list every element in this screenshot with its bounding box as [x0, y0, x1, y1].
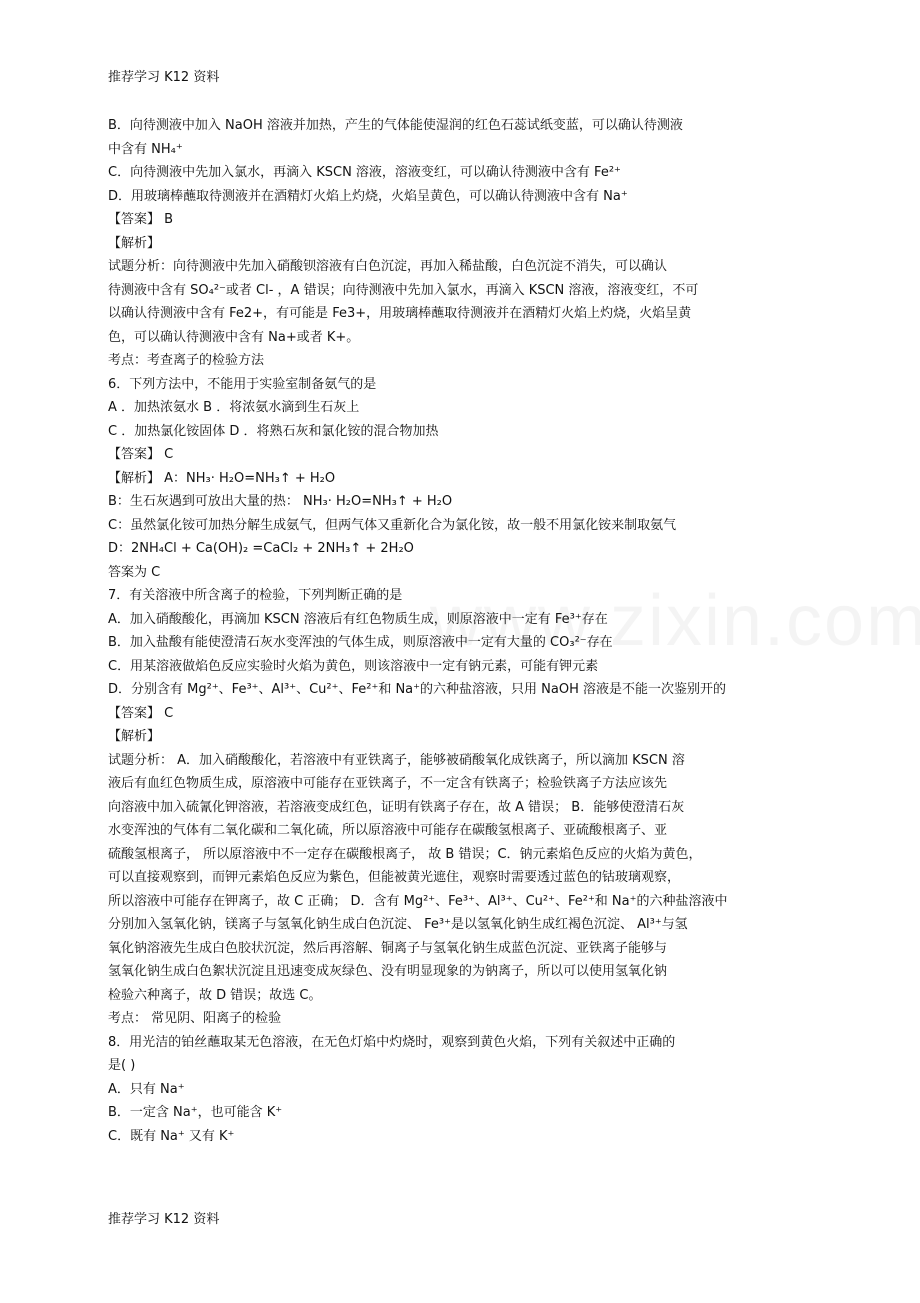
text-line: 可以直接观察到，而钾元素焰色反应为紫色，但能被黄光遮住，观察时需要透过蓝色的钴玻璃观察，: [108, 870, 681, 885]
text-line: D．分别含有 Mg²⁺、Fe³⁺、Al³⁺、Cu²⁺、Fe²⁺和 Na⁺的六种盐溶液，只用 NaOH 溶液是不能一次鉴别开的: [108, 682, 726, 697]
text-line: 试题分析：向待测液中先加入硝酸钡溶液有白色沉淀，再加入稀盐酸，白色沉淀不消失，可以确认: [108, 259, 668, 274]
text-line: B：生石灰遇到可放出大量的热： NH₃· H₂O=NH₃↑ + H₂O: [108, 494, 453, 509]
text-line: 考点： 常见阴、阳离子的检验: [108, 1011, 282, 1026]
text-line: 色，可以确认待测液中含有 Na+或者 K+。: [108, 329, 360, 345]
text-line: A．加入硝酸酸化，再滴加 KSCN 溶液后有红色物质生成，则原溶液中一定有 Fe³⁺存在: [108, 611, 608, 627]
text-line: 答案为 C: [108, 564, 161, 580]
text-line: B．向待测液中加入 NaOH 溶液并加热，产生的气体能使湿润的红色石蕊试纸变蓝，可以确认待测液: [108, 118, 683, 133]
text-line: 8．用光洁的铂丝蘸取某无色溶液，在无色灯焰中灼烧时，观察到黄色火焰，下列有关叙述中正确的: [108, 1034, 676, 1050]
page-header: 推荐学习 K12 资料: [108, 70, 220, 85]
text-line: 所以溶液中可能存在钾离子，故 C 正确； D．含有 Mg²⁺、Fe³⁺、Al³⁺、Cu²⁺、Fe²⁺和 Na⁺的六种盐溶液中: [108, 893, 728, 909]
text-line: 液后有血红色物质生成，原溶液中可能存在亚铁离子，不一定含有铁离子；检验铁离子方法应该先: [108, 776, 668, 791]
text-line: B．一定含 Na⁺，也可能含 K⁺: [108, 1105, 283, 1120]
text-line: C．既有 Na⁺ 又有 K⁺: [108, 1128, 235, 1144]
text-line: 6．下列方法中，不能用于实验室制备氨气的是: [108, 376, 377, 392]
text-line: A ．加热浓氨水 B ．将浓氨水滴到生石灰上: [108, 400, 360, 415]
text-line: 分别加入氢氧化钠，镁离子与氢氧化钠生成白色沉淀、 Fe³⁺是以氢氧化钠生成红褐色沉淀、 Al³⁺与氢: [108, 917, 688, 932]
text-line: C ．加热氯化铵固体 D ．将熟石灰和氯化铵的混合物加热: [108, 423, 439, 439]
text-line: 检验六种离子，故 D 错误；故选 C。: [108, 987, 322, 1003]
text-line: 硫酸氢根离子， 所以原溶液中不一定存在碳酸根离子， 故 B 错误；C．钠元素焰色反应的火焰为黄色，: [108, 846, 702, 862]
text-line: 待测液中含有 SO₄²⁻或者 Cl- ，A 错误；向待测液中先加入氯水，再滴入 KSCN 溶液，溶液变红，不可: [108, 282, 699, 298]
text-line: 氧化钠溶液先生成白色胶状沉淀，然后再溶解、铜离子与氢氧化钠生成蓝色沉淀、亚铁离子能够与: [108, 940, 668, 956]
text-line: C：虽然氯化铵可加热分解生成氨气，但两气体又重新化合为氯化铵，故一般不用氯化铵来制取氨气: [108, 517, 677, 533]
text-line: C．用某溶液做焰色反应实验时火焰为黄色，则该溶液中一定有钠元素，可能有钾元素: [108, 658, 599, 674]
document-body: [108, 114, 808, 1148]
text-line: 【答案】 B: [108, 212, 174, 227]
text-line: A．只有 Na⁺: [108, 1081, 185, 1097]
text-line: 试题分析： A．加入硝酸酸化，若溶液中有亚铁离子，能够被硝酸氧化成铁离子，所以滴加 KSCN 溶: [108, 752, 685, 768]
text-line: 中含有 NH₄⁺: [108, 141, 183, 157]
text-line: 【解析】 A：NH₃· H₂O=NH₃↑ + H₂O: [108, 470, 336, 486]
text-line: 是( ): [108, 1058, 136, 1073]
text-line: 考点：考查离子的检验方法: [108, 353, 265, 368]
text-line: D．用玻璃棒蘸取待测液并在酒精灯火焰上灼烧，火焰呈黄色，可以确认待测液中含有 Na⁺: [108, 188, 628, 204]
text-line: 氢氧化钠生成白色絮状沉淀且迅速变成灰绿色、没有明显现象的为钠离子，所以可以使用氢氧化钠: [108, 964, 668, 979]
text-line: 【答案】 C: [108, 705, 174, 721]
text-line: 向溶液中加入硫氰化钾溶液，若溶液变成红色，证明有铁离子存在，故 A 错误； B．能够使澄清石灰: [108, 799, 685, 815]
text-line: 【解析】: [108, 235, 161, 251]
text-line: 【解析】: [108, 729, 161, 744]
text-line: 【答案】 C: [108, 447, 174, 462]
page-footer: 推荐学习 K12 资料: [108, 1212, 220, 1227]
text-line: C．向待测液中先加入氯水，再滴入 KSCN 溶液，溶液变红，可以确认待测液中含有 Fe²⁺: [108, 165, 621, 180]
text-line: 以确认待测液中含有 Fe2+，有可能是 Fe3+，用玻璃棒蘸取待测液并在酒精灯火焰上灼烧，火焰呈黄: [108, 306, 692, 321]
text-line: B．加入盐酸有能使澄清石灰水变浑浊的气体生成，则原溶液中一定有大量的 CO₃²⁻存在: [108, 635, 613, 650]
text-line: D：2NH₄Cl + Ca(OH)₂ =CaCl₂ + 2NH₃↑ + 2H₂O: [108, 541, 414, 556]
text-line: 7．有关溶液中所含离子的检验，下列判断正确的是: [108, 588, 403, 603]
text-line: 水变浑浊的气体有二氧化碳和二氧化硫，所以原溶液中可能存在碳酸氢根离子、亚硫酸根离子、亚: [108, 823, 668, 838]
